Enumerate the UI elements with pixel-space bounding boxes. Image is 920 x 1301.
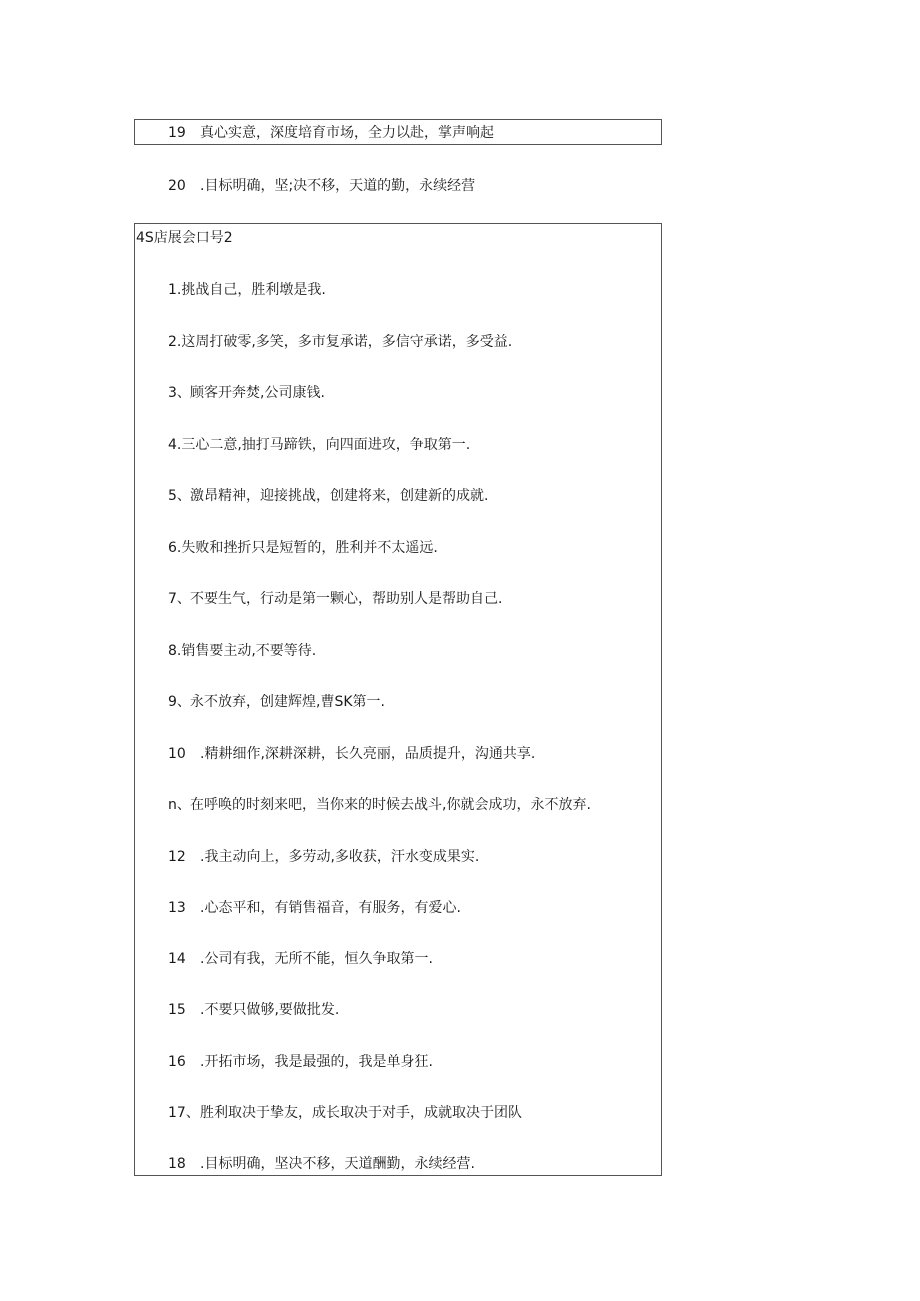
item-text: .目标明确，坚决不移，天道酬勤，永续经营.: [200, 1156, 475, 1172]
item-number: 4.: [168, 437, 182, 453]
list-item: [168, 1104, 522, 1122]
item-text: .我主动向上，多劳动,多收获，汗水变成果实.: [200, 849, 480, 865]
list-item: [168, 796, 591, 814]
item-number: 19: [168, 125, 186, 141]
item-text: .目标明确，坚;决不移，天道的勤，永续经营: [200, 178, 476, 194]
list-item: [168, 1155, 475, 1173]
list-item: [168, 848, 479, 866]
list-item: [168, 899, 461, 917]
item-text: .心态平和，有销售福音，有服务，有爱心.: [200, 900, 461, 916]
list-item: [168, 333, 512, 351]
item-number: 1.: [168, 282, 182, 298]
item-text: .公司有我，无所不能，恒久争取第一.: [200, 951, 433, 967]
item-text: 销售要主动,不要等待.: [181, 643, 317, 659]
list-item: [168, 1001, 339, 1019]
item-number: 8.: [168, 643, 182, 659]
list-item-19: [168, 124, 494, 142]
item-number: 5、: [168, 488, 191, 504]
item-number: 10: [168, 746, 186, 762]
item-text: 三心二意,抽打马蹄铁，向四面进攻，争取第一.: [181, 437, 471, 453]
item-text: .精耕细作,深耕深耕，长久亮丽，品质提升，沟通共享.: [200, 746, 536, 762]
item-number: 9、: [168, 694, 191, 710]
item-number: 13: [168, 900, 186, 916]
list-item: [168, 745, 535, 763]
item-text: 激昂精神，迎接挑战，创建将来，创建新的成就.: [190, 488, 489, 504]
list-item-20: [168, 177, 475, 195]
list-item: [168, 693, 385, 711]
item-number: 2.: [168, 334, 182, 350]
item-number: 18: [168, 1156, 186, 1172]
item-number: 14: [168, 951, 186, 967]
item-text: 这周打破零,多笑，多市复承诺，多信守承诺，多受益.: [181, 334, 513, 350]
item-text: 不要生气，行动是第一颗心，帮助别人是帮助自己.: [190, 591, 503, 607]
item-number: n、: [168, 797, 191, 813]
list-item: [168, 487, 488, 505]
section-title: 4S店展会口号2: [136, 230, 233, 246]
list-item: [168, 539, 438, 557]
item-number: 17、: [168, 1105, 200, 1121]
item-text: .开拓市场，我是最强的，我是单身狂.: [200, 1054, 433, 1070]
list-item: [168, 436, 470, 454]
list-item: [168, 1053, 433, 1071]
item-text: 挑战自己，胜利墩是我.: [181, 282, 326, 298]
item-number: 7、: [168, 591, 191, 607]
item-text: 顾客开奔焚,公司康钱.: [190, 385, 325, 401]
list-item: [168, 281, 326, 299]
item-number: 16: [168, 1054, 186, 1070]
list-item: [168, 950, 433, 968]
item-text: 胜利取决于挚友，成长取决于对手，成就取决于团队: [200, 1105, 522, 1121]
item-number: 15: [168, 1002, 186, 1018]
item-text: 永不放弃，创建辉煌,曹SK第一.: [190, 694, 385, 710]
item-text: 失败和挫折只是短暂的，胜利并不太遥远.: [181, 540, 438, 556]
list-item: [168, 590, 502, 608]
item-number: 12: [168, 849, 186, 865]
item-text: 真心实意，深度培育市场，全力以赴，掌声响起: [200, 125, 494, 141]
list-item: [168, 642, 316, 660]
list-item: [168, 384, 325, 402]
item-number: 3、: [168, 385, 191, 401]
item-text: 在呼唤的时刻来吧，当你来的时候去战斗,你就会成功，永不放弃.: [190, 797, 591, 813]
item-number: 6.: [168, 540, 182, 556]
item-number: 20: [168, 178, 186, 194]
item-text: .不要只做够,要做批发.: [200, 1002, 340, 1018]
